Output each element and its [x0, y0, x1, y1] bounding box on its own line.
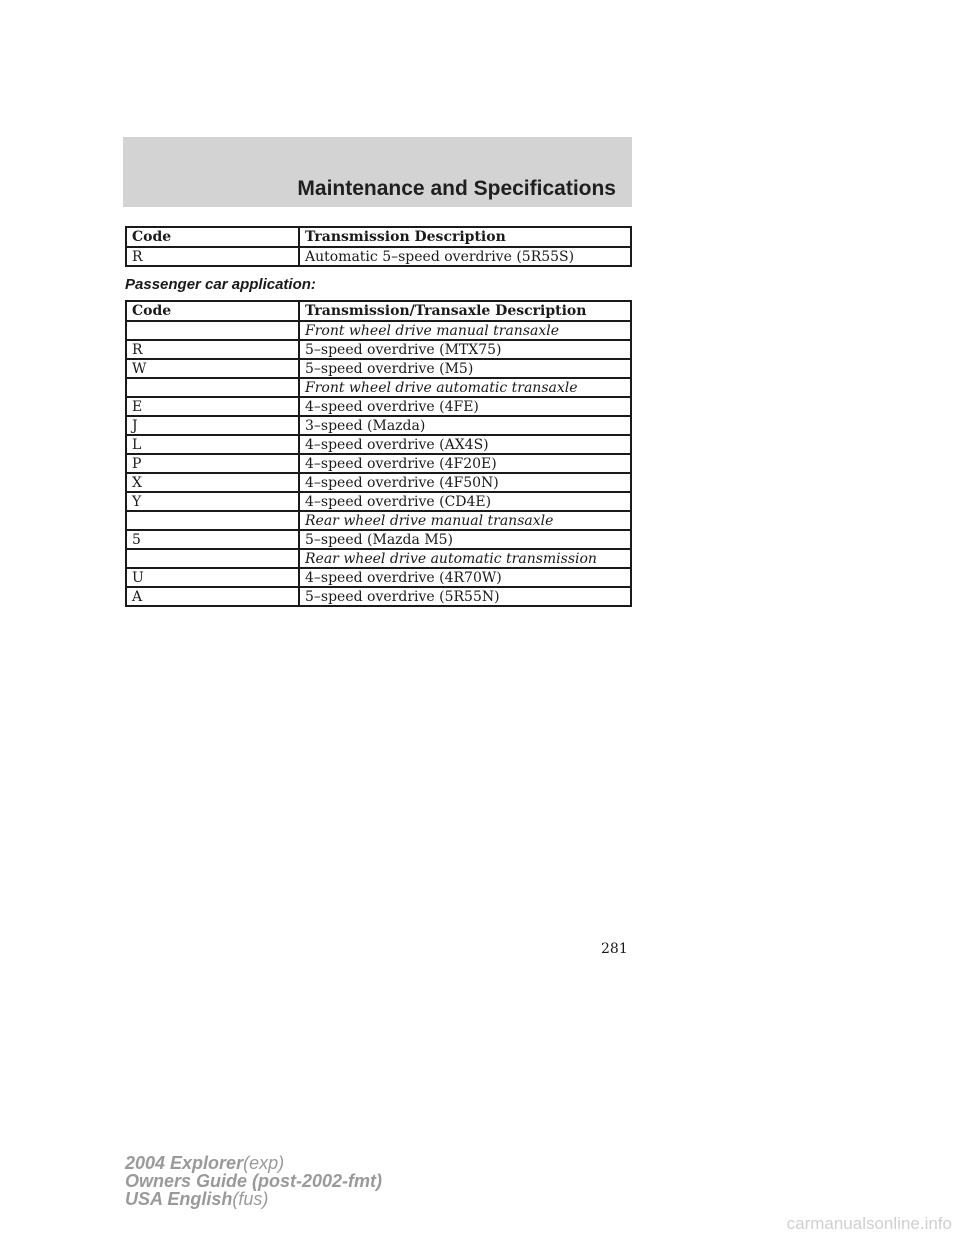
description-cell: Front wheel drive automatic transaxle — [299, 378, 631, 397]
passenger-car-transmission-table — [125, 300, 632, 607]
table-header-row — [126, 227, 631, 247]
code-cell: R — [126, 247, 299, 266]
section-header-band — [123, 137, 632, 207]
column-header-description: Transmission/Transaxle Description — [299, 301, 631, 321]
code-cell: P — [126, 454, 299, 473]
section-title: Maintenance and Specifications — [297, 177, 616, 200]
description-cell: Rear wheel drive automatic transmission — [299, 549, 631, 568]
code-cell: R — [126, 340, 299, 359]
description-cell: 4–speed overdrive (4R70W) — [299, 568, 631, 587]
table-row — [126, 587, 631, 606]
document-footer — [125, 1154, 382, 1208]
table-row — [126, 340, 631, 359]
table-row — [126, 473, 631, 492]
code-cell: E — [126, 397, 299, 416]
column-header-code: Code — [126, 301, 299, 321]
description-cell: Front wheel drive manual transaxle — [299, 321, 631, 340]
table-row — [126, 416, 631, 435]
passenger-car-subheading: Passenger car application: — [125, 276, 316, 293]
description-cell: 5–speed overdrive (5R55N) — [299, 587, 631, 606]
code-cell — [126, 321, 299, 340]
table-row — [126, 530, 631, 549]
group-heading-row — [126, 511, 631, 530]
description-cell: 4–speed overdrive (4F20E) — [299, 454, 631, 473]
description-cell: 4–speed overdrive (AX4S) — [299, 435, 631, 454]
code-cell: A — [126, 587, 299, 606]
code-cell — [126, 549, 299, 568]
code-cell — [126, 511, 299, 530]
watermark: carmanualsonline.info — [786, 1214, 952, 1233]
description-cell: Automatic 5–speed overdrive (5R55S) — [299, 247, 631, 266]
table-row — [126, 359, 631, 378]
description-cell: 4–speed overdrive (4F50N) — [299, 473, 631, 492]
footer-line-language: USA English(fus) — [125, 1189, 269, 1209]
table-row — [126, 492, 631, 511]
code-cell: 5 — [126, 530, 299, 549]
description-cell: 5–speed (Mazda M5) — [299, 530, 631, 549]
code-cell: X — [126, 473, 299, 492]
table-row — [126, 454, 631, 473]
transmission-table — [125, 226, 632, 267]
code-cell: U — [126, 568, 299, 587]
code-cell — [126, 378, 299, 397]
column-header-code: Code — [126, 227, 299, 247]
code-cell: W — [126, 359, 299, 378]
description-cell: Rear wheel drive manual transaxle — [299, 511, 631, 530]
footer-line-guide: Owners Guide (post-2002-fmt) — [125, 1171, 383, 1191]
description-cell: 4–speed overdrive (CD4E) — [299, 492, 631, 511]
code-cell: J — [126, 416, 299, 435]
footer-line-model: 2004 Explorer(exp) — [125, 1153, 285, 1173]
description-cell: 3–speed (Mazda) — [299, 416, 631, 435]
group-heading-row — [126, 378, 631, 397]
table-header-row — [126, 301, 631, 321]
page-number: 281 — [601, 941, 628, 957]
group-heading-row — [126, 549, 631, 568]
code-cell: Y — [126, 492, 299, 511]
group-heading-row — [126, 321, 631, 340]
code-cell: L — [126, 435, 299, 454]
description-cell: 5–speed overdrive (M5) — [299, 359, 631, 378]
table-row — [126, 397, 631, 416]
table-row — [126, 247, 631, 266]
column-header-description: Transmission Description — [299, 227, 631, 247]
table-row — [126, 435, 631, 454]
description-cell: 4–speed overdrive (4FE) — [299, 397, 631, 416]
description-cell: 5–speed overdrive (MTX75) — [299, 340, 631, 359]
table-row — [126, 568, 631, 587]
